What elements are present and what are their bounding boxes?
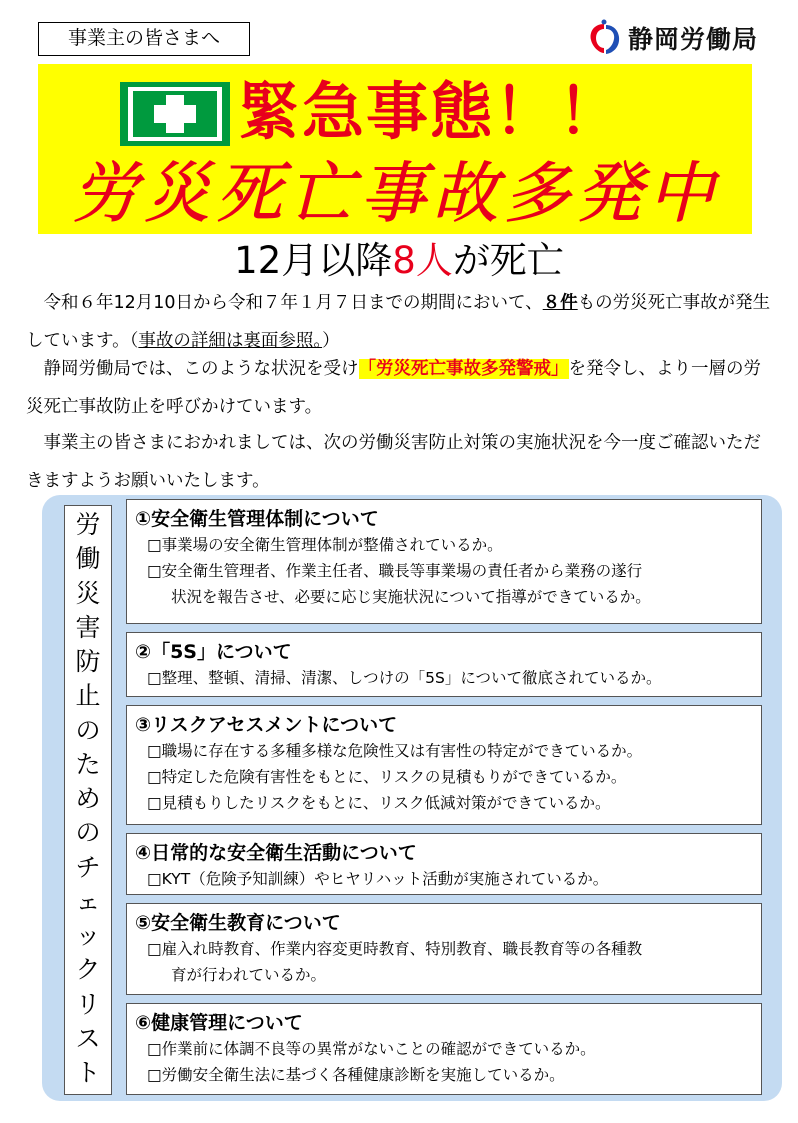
check-item-continued: 状況を報告させ、必要に応じ実施状況について指導ができているか。: [171, 588, 651, 606]
check-item: □職場に存在する多種多様な危険性又は有害性の特定ができているか。: [147, 742, 643, 760]
checklist-label-char: チ: [75, 852, 101, 882]
check-item: □安全衛生管理者、作業主任者、職長等事業場の責任者から業務の遂行: [147, 562, 643, 580]
headline-pre: 12月以降: [234, 239, 393, 282]
checklist-label-char: ェ: [75, 886, 101, 916]
banner-title: 緊急事態！！: [238, 75, 623, 148]
check-item: □作業前に体調不良等の異常がないことの確認ができているか。: [147, 1040, 596, 1058]
details-note: 事故の詳細は裏面参照。: [138, 331, 323, 351]
safety-cross-icon: [120, 82, 230, 146]
checklist-label-char: の: [75, 818, 101, 848]
checklist-label-char: ク: [75, 955, 101, 985]
alert-name: 「労災死亡事故多発警戒」: [358, 359, 569, 379]
checklist-label-char: め: [75, 784, 101, 813]
checklist-vertical-label: [64, 505, 112, 1095]
checklist-label-char: 止: [75, 681, 101, 711]
checklist-label-char: の: [75, 715, 101, 745]
headline-post: が死亡: [452, 239, 564, 282]
addressee-box: 事業主の皆さまへ: [38, 22, 250, 56]
check-item: □整理、整頓、清掃、清潔、しつけの「5S」について徹底されているか。: [147, 669, 662, 687]
org-name: 静岡労働局: [627, 25, 758, 54]
check-item: □KYT（危険予知訓練）やヒヤリハット活動が実施されているか。: [147, 870, 609, 888]
checklist-label-char: 防: [75, 647, 101, 676]
intro-text-a: 令和６年12月10日から令和７年１月７日までの期間において、: [43, 293, 543, 313]
emergency-banner: [38, 64, 752, 234]
checklist-label-char: 働: [75, 544, 101, 574]
section-title: ③リスクアセスメントについて: [135, 714, 398, 736]
section-3: [126, 705, 762, 825]
section-5: [126, 903, 762, 995]
check-item: □事業場の安全衛生管理体制が整備されているか。: [147, 536, 503, 554]
check-item: □雇入れ時教育、作業内容変更時教育、特別教育、職長教育等の各種教: [147, 940, 643, 958]
checklist-label-char: ト: [75, 1058, 101, 1087]
labour-bureau-logo-icon: [584, 18, 624, 58]
alert-paragraph: [26, 350, 776, 426]
check-item: □労働安全衛生法に基づく各種健康診断を実施しているか。: [147, 1066, 565, 1084]
checklist-label-char: 災: [75, 578, 101, 608]
section-title: ②「5S」について: [135, 641, 292, 663]
check-item: □見積もりしたリスクをもとに、リスク低減対策ができているか。: [147, 794, 611, 812]
section-title: ④日常的な安全衛生活動について: [135, 842, 417, 864]
intro-text-c: ）: [322, 331, 340, 351]
request-paragraph: 事業主の皆さまにおかれましては、次の労働災害防止対策の実施状況を今一度ご確認いただきますようお願いいたします。: [26, 433, 761, 491]
headline: [0, 236, 798, 286]
section-1: [126, 499, 762, 624]
checklist-label-char: ッ: [75, 921, 101, 950]
alert-text-a: 静岡労働局では、このような状況を受け: [43, 359, 359, 379]
check-item: □特定した危険有害性をもとに、リスクの見積もりができているか。: [147, 768, 627, 786]
section-2: [126, 632, 762, 697]
intro-text-b: もの労災死亡事故が発生しています。（: [26, 293, 771, 351]
checklist-label-char: リ: [75, 989, 101, 1019]
checklist-label-char: ス: [75, 1023, 101, 1053]
incident-count: ８件: [542, 293, 578, 313]
org-header: [584, 18, 758, 58]
checklist-label-char: 労: [75, 510, 101, 539]
headline-count: 8人: [392, 239, 453, 282]
section-4: [126, 833, 762, 895]
banner-subtitle: 労災死亡事故多発中: [72, 155, 720, 232]
checklist-label-char: た: [75, 749, 101, 779]
section-6: [126, 1003, 762, 1095]
intro-paragraph: [26, 284, 776, 360]
checklist-label-char: 害: [75, 612, 101, 642]
alert-text-b: を発令し、より一層の労災死亡事故防止を呼びかけています。: [26, 359, 761, 417]
check-item-continued: 育が行われているか。: [171, 966, 327, 984]
section-title: ⑤安全衛生教育について: [135, 912, 341, 934]
section-title: ①安全衛生管理体制について: [135, 508, 379, 530]
section-title: ⑥健康管理について: [135, 1012, 303, 1034]
